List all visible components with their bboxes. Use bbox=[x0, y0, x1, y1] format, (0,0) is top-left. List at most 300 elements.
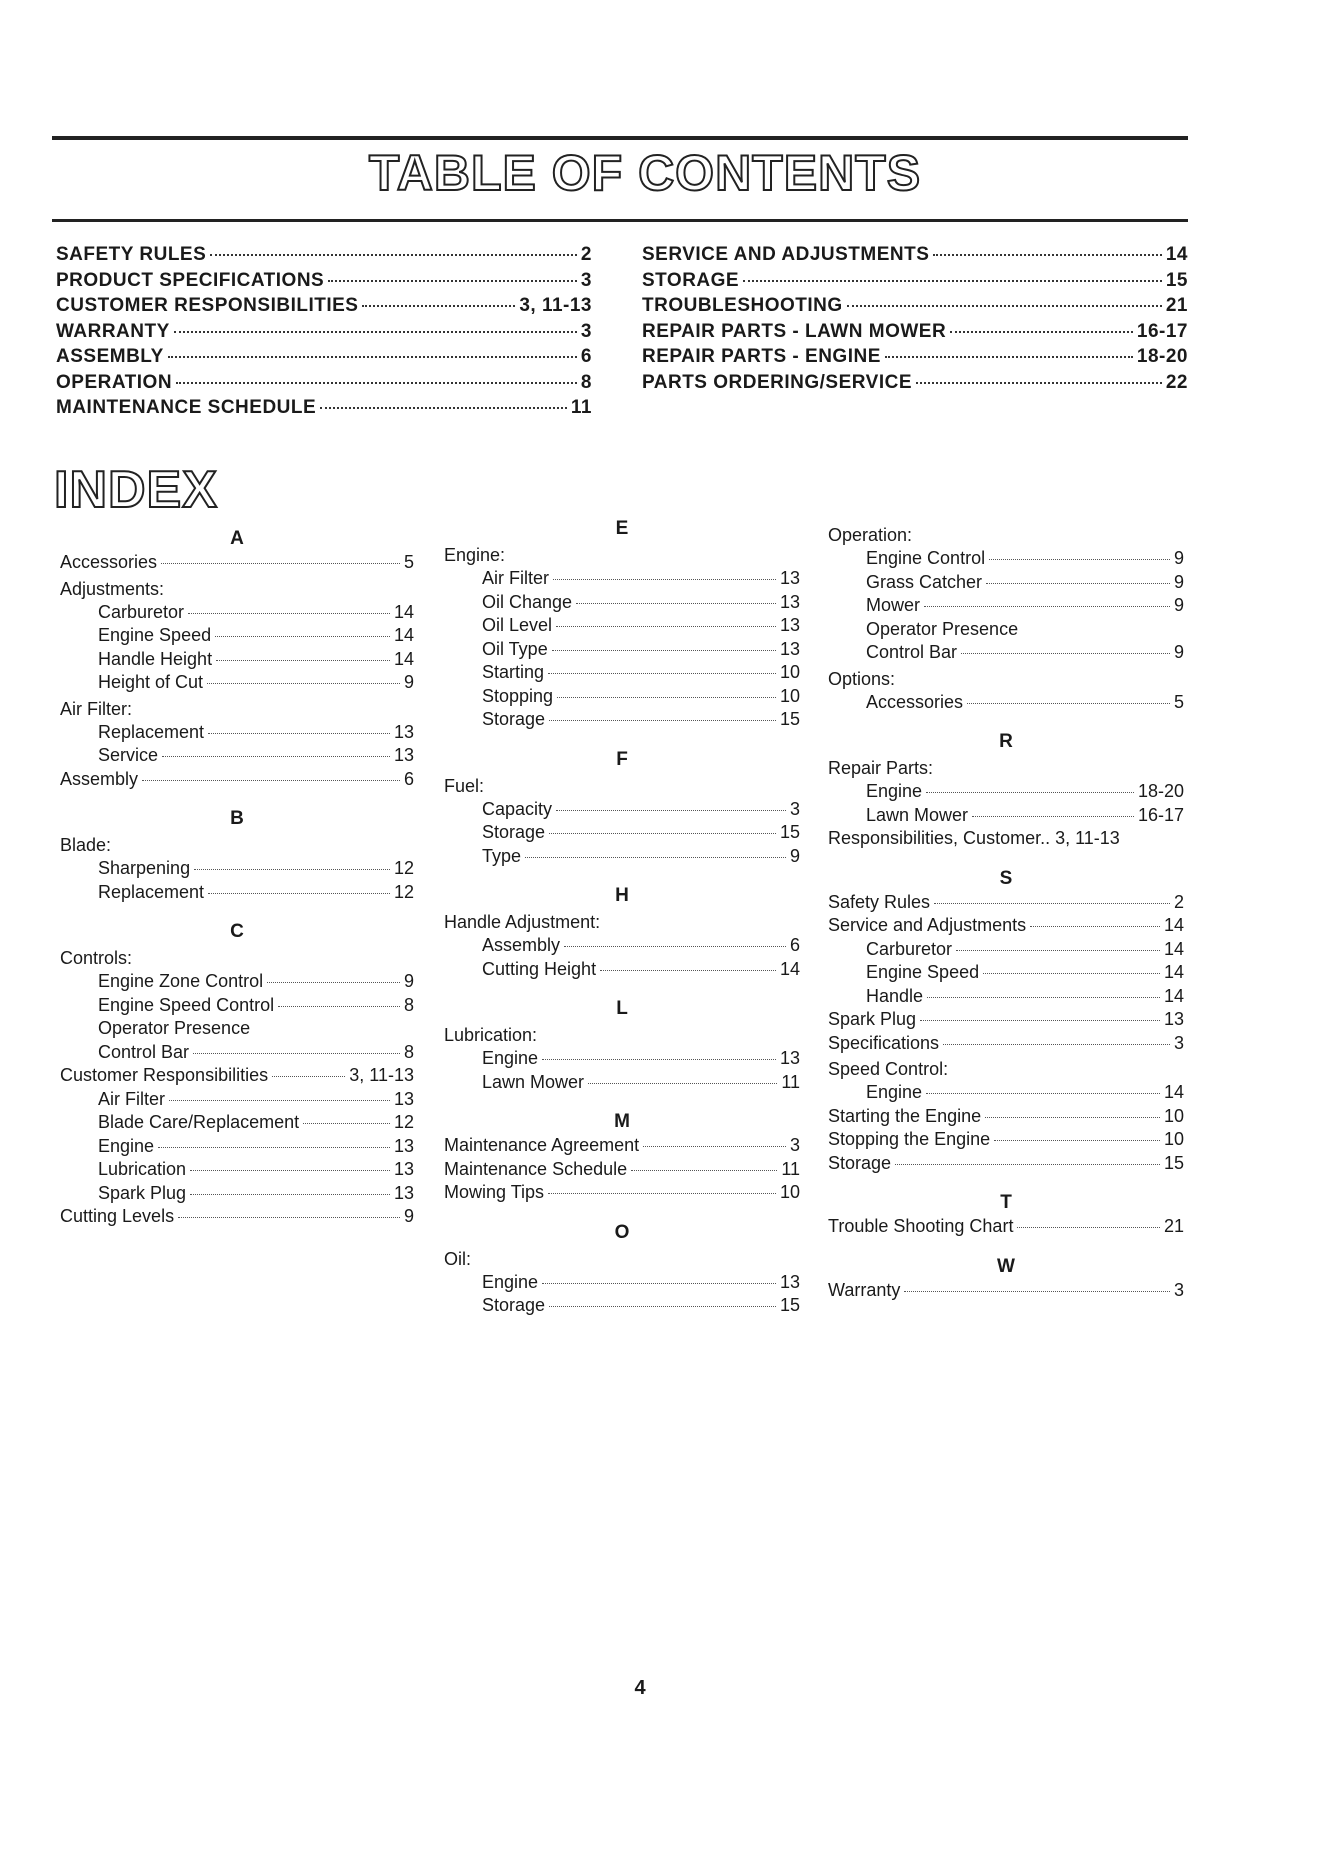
index-subentry bbox=[828, 986, 1184, 1010]
index-term: Safety Rules bbox=[828, 891, 931, 912]
index-page: 8 bbox=[403, 1041, 414, 1062]
index-subentry bbox=[828, 962, 1184, 986]
index-term: Engine Speed Control bbox=[98, 994, 275, 1015]
index-term: Maintenance Schedule bbox=[444, 1158, 628, 1179]
index-term: Grass Catcher bbox=[866, 571, 983, 592]
index-subentry bbox=[60, 649, 414, 673]
index-letter: E bbox=[615, 518, 629, 539]
toc-right-column bbox=[642, 244, 1188, 397]
dot-leader bbox=[961, 653, 1170, 654]
index-term: Mower bbox=[866, 595, 921, 615]
index-page: 14 bbox=[393, 601, 414, 622]
dot-leader bbox=[956, 950, 1160, 951]
spacer bbox=[828, 1240, 1184, 1254]
index-subentry bbox=[828, 548, 1184, 572]
index-subentry bbox=[828, 642, 1184, 666]
index-subentry bbox=[60, 858, 414, 882]
toc-row bbox=[642, 346, 1188, 372]
index-term: Spark Plug bbox=[98, 1182, 187, 1203]
index-term: Engine Speed bbox=[866, 962, 980, 982]
toc-label: REPAIR PARTS - LAWN MOWER bbox=[642, 320, 947, 342]
index-term: Storage bbox=[482, 1295, 546, 1315]
index-page: 12 bbox=[393, 858, 414, 878]
index-page: 9 bbox=[403, 971, 414, 991]
dot-leader bbox=[176, 382, 577, 384]
index-heading: Handle Adjustment: bbox=[444, 912, 601, 932]
index-term: Assembly bbox=[482, 935, 561, 955]
index-entry bbox=[444, 1182, 800, 1206]
index-page: 10 bbox=[1163, 1129, 1184, 1149]
index-term: Control Bar bbox=[98, 1041, 190, 1062]
dot-leader bbox=[983, 973, 1160, 974]
index-term: Warranty bbox=[828, 1279, 901, 1300]
dot-leader bbox=[643, 1146, 786, 1147]
dot-leader bbox=[169, 1100, 390, 1101]
page-number: 4 bbox=[634, 1677, 646, 1699]
dot-leader bbox=[916, 382, 1162, 384]
index-term: Service bbox=[98, 745, 159, 765]
index-letter: S bbox=[999, 867, 1013, 889]
index-term: Stopping the Engine bbox=[828, 1129, 991, 1149]
index-entry bbox=[828, 1009, 1184, 1033]
index-entry-text: Responsibilities, Customer.. 3, 11-13 bbox=[828, 828, 1120, 848]
dot-leader bbox=[588, 1083, 777, 1084]
index-subentry bbox=[60, 1112, 414, 1136]
toc-page: 18-20 bbox=[1136, 346, 1188, 367]
dot-leader bbox=[174, 331, 577, 333]
toc-row bbox=[56, 346, 592, 372]
dot-leader bbox=[193, 1053, 400, 1054]
index-subentry bbox=[444, 846, 800, 870]
index-term: Storage bbox=[482, 822, 546, 842]
index-term: Engine bbox=[482, 1048, 539, 1068]
index-page: 15 bbox=[779, 709, 800, 729]
dot-leader bbox=[158, 1147, 390, 1148]
dot-leader bbox=[549, 1306, 776, 1307]
dot-leader bbox=[207, 683, 400, 684]
index-term: Mowing Tips bbox=[444, 1182, 545, 1202]
dot-leader bbox=[194, 869, 390, 870]
index-page: 2 bbox=[1173, 891, 1184, 912]
index-term: Accessories bbox=[60, 552, 158, 572]
toc-label: ASSEMBLY bbox=[56, 346, 164, 367]
dot-leader bbox=[161, 563, 400, 564]
index-term: Stopping bbox=[482, 685, 554, 706]
index-page: 11 bbox=[781, 1158, 800, 1179]
index-page: 13 bbox=[393, 1182, 414, 1203]
index-subentry bbox=[444, 822, 800, 846]
dot-leader bbox=[576, 603, 776, 604]
index-heading: Adjustments: bbox=[60, 578, 165, 599]
index-page: 13 bbox=[393, 1159, 414, 1179]
index-page: 15 bbox=[779, 822, 800, 842]
toc-row bbox=[56, 244, 592, 270]
index-heading: Speed Control: bbox=[828, 1059, 949, 1079]
index-page: 13 bbox=[779, 638, 800, 659]
index-page: 13 bbox=[1163, 1009, 1184, 1029]
index-page: 9 bbox=[1173, 571, 1184, 592]
dot-leader bbox=[525, 857, 786, 858]
dot-leader bbox=[934, 903, 1170, 904]
index-term: Lubrication bbox=[98, 1159, 187, 1179]
dot-leader bbox=[267, 982, 400, 983]
index-heading: Operation: bbox=[828, 525, 913, 545]
index-page: 9 bbox=[789, 845, 800, 866]
index-page: 16-17 bbox=[1137, 804, 1184, 825]
index-page: 13 bbox=[779, 1048, 800, 1068]
index-term: Replacement bbox=[98, 881, 205, 902]
index-page: 3 bbox=[789, 798, 800, 819]
index-heading: Fuel: bbox=[444, 775, 485, 796]
index-term: Air Filter bbox=[98, 1088, 165, 1109]
index-term: Starting the Engine bbox=[828, 1105, 982, 1126]
index-page: 5 bbox=[1173, 691, 1184, 712]
index-page: 14 bbox=[1163, 915, 1184, 935]
index-subentry bbox=[444, 592, 800, 616]
index-letter: W bbox=[997, 1255, 1015, 1277]
index-entry bbox=[60, 552, 414, 576]
dot-leader bbox=[542, 1283, 776, 1284]
toc-page: 22 bbox=[1165, 371, 1188, 393]
dot-leader bbox=[556, 810, 786, 811]
index-page: 14 bbox=[779, 958, 800, 979]
spacer bbox=[828, 1176, 1184, 1190]
index-term: Blade Care/Replacement bbox=[98, 1112, 300, 1132]
index-column-2 bbox=[444, 516, 800, 1319]
dot-leader bbox=[272, 1076, 345, 1077]
toc-label: SERVICE AND ADJUSTMENTS bbox=[642, 244, 930, 265]
dot-leader bbox=[904, 1291, 1170, 1292]
index-page: 14 bbox=[393, 625, 414, 645]
toc-page: 3 bbox=[580, 320, 592, 342]
index-letter: B bbox=[230, 808, 244, 829]
index-term: Oil Type bbox=[482, 638, 548, 659]
dot-leader bbox=[967, 703, 1170, 704]
spacer bbox=[444, 1206, 800, 1220]
index-subentry bbox=[444, 662, 800, 686]
toc-title: TABLE OF CONTENTS bbox=[368, 145, 922, 201]
dot-leader bbox=[188, 613, 390, 614]
index-term: Engine bbox=[866, 1082, 923, 1102]
index-page: 14 bbox=[393, 648, 414, 669]
index-subentry bbox=[444, 1272, 800, 1296]
top-rule bbox=[52, 136, 1188, 140]
index-subentry bbox=[60, 1042, 414, 1066]
index-page: 13 bbox=[779, 591, 800, 612]
dot-leader bbox=[320, 407, 567, 409]
index-letter: L bbox=[616, 998, 628, 1019]
dot-leader bbox=[162, 756, 390, 757]
spacer bbox=[60, 905, 414, 919]
index-term: Maintenance Agreement bbox=[444, 1135, 640, 1155]
index-page: 13 bbox=[393, 745, 414, 765]
index-term: Specifications bbox=[828, 1032, 940, 1053]
index-subentry bbox=[444, 639, 800, 663]
index-term: Engine bbox=[482, 1271, 539, 1292]
dot-leader bbox=[920, 1020, 1160, 1021]
dot-leader bbox=[1030, 926, 1160, 927]
index-subentry bbox=[60, 995, 414, 1019]
spacer bbox=[60, 792, 414, 806]
spacer bbox=[444, 982, 800, 996]
index-letter: T bbox=[1000, 1192, 1012, 1213]
index-subentry bbox=[828, 939, 1184, 963]
dot-leader bbox=[168, 356, 577, 358]
index-entry bbox=[828, 1280, 1184, 1304]
dot-leader bbox=[972, 816, 1134, 817]
index-subentry bbox=[444, 1048, 800, 1072]
dot-leader bbox=[943, 1044, 1170, 1045]
toc-page: 8 bbox=[580, 371, 592, 393]
toc-page: 3 bbox=[580, 269, 592, 291]
index-letter: F bbox=[616, 748, 628, 770]
index-subentry bbox=[60, 722, 414, 746]
index-subentry bbox=[60, 625, 414, 649]
dot-leader bbox=[985, 1117, 1160, 1118]
toc-page: 15 bbox=[1165, 269, 1188, 291]
toc-label: REPAIR PARTS - ENGINE bbox=[642, 346, 881, 367]
index-subentry bbox=[60, 1183, 414, 1207]
index-entry bbox=[828, 1129, 1184, 1153]
index-term: Replacement bbox=[98, 721, 205, 742]
index-term: Service and Adjustments bbox=[828, 915, 1027, 935]
index-term: Height of Cut bbox=[98, 672, 204, 692]
index-entry bbox=[828, 1216, 1184, 1240]
dot-leader bbox=[885, 356, 1133, 358]
toc-page: 16-17 bbox=[1136, 320, 1188, 342]
dot-leader bbox=[1017, 1227, 1160, 1228]
toc-label: PRODUCT SPECIFICATIONS bbox=[56, 269, 325, 291]
index-entry bbox=[828, 1106, 1184, 1130]
toc-page: 6 bbox=[580, 346, 592, 367]
index-subentry bbox=[444, 1072, 800, 1096]
index-subentry bbox=[444, 686, 800, 710]
index-entry bbox=[444, 1159, 800, 1183]
dot-leader bbox=[548, 673, 776, 674]
spacer bbox=[828, 715, 1184, 729]
toc-label: OPERATION bbox=[56, 371, 173, 393]
index-page: 12 bbox=[393, 881, 414, 902]
index-term: Sharpening bbox=[98, 858, 191, 878]
index-page: 3 bbox=[1173, 1279, 1184, 1300]
toc-row bbox=[56, 295, 592, 321]
toc-label: CUSTOMER RESPONSIBILITIES bbox=[56, 295, 359, 316]
spacer bbox=[444, 869, 800, 883]
index-page: 14 bbox=[1163, 938, 1184, 959]
dot-leader bbox=[989, 559, 1170, 560]
index-subentry bbox=[60, 1136, 414, 1160]
index-heading: Controls: bbox=[60, 948, 133, 968]
index-term: Starting bbox=[482, 662, 545, 682]
index-term: Engine Speed bbox=[98, 625, 212, 645]
index-term: Customer Responsibilities bbox=[60, 1065, 269, 1085]
toc-row bbox=[642, 270, 1188, 296]
index-page: 15 bbox=[779, 1295, 800, 1315]
dot-leader bbox=[208, 733, 390, 734]
toc-page: 21 bbox=[1165, 295, 1188, 316]
toc-page: 3, 11-13 bbox=[519, 295, 592, 316]
dot-leader bbox=[549, 833, 776, 834]
dot-leader bbox=[895, 1164, 1160, 1165]
dot-leader bbox=[178, 1217, 400, 1218]
index-entry bbox=[60, 1065, 414, 1089]
index-term: Engine bbox=[98, 1135, 155, 1156]
index-page: 9 bbox=[1173, 642, 1184, 662]
toc-row bbox=[56, 270, 592, 296]
index-page: 3 bbox=[789, 1135, 800, 1155]
index-entry bbox=[828, 1153, 1184, 1177]
index-term: Type bbox=[482, 845, 522, 866]
index-column-3 bbox=[828, 522, 1184, 1303]
index-page: 9 bbox=[403, 1206, 414, 1226]
index-entry bbox=[60, 769, 414, 793]
dot-leader bbox=[553, 579, 776, 580]
toc-row bbox=[642, 295, 1188, 321]
dot-leader bbox=[986, 583, 1170, 584]
index-page: 9 bbox=[403, 672, 414, 692]
index-term: Storage bbox=[828, 1152, 892, 1173]
dot-leader bbox=[190, 1194, 390, 1195]
index-page: 8 bbox=[403, 994, 414, 1015]
index-page: 6 bbox=[403, 768, 414, 789]
toc-label: PARTS ORDERING/SERVICE bbox=[642, 371, 913, 393]
index-term: Engine bbox=[866, 781, 923, 801]
index-letter: A bbox=[230, 528, 244, 549]
index-subentry bbox=[60, 1159, 414, 1183]
index-entry bbox=[828, 915, 1184, 939]
index-entry bbox=[444, 1135, 800, 1159]
index-subentry bbox=[60, 971, 414, 995]
index-entry bbox=[60, 1206, 414, 1230]
index-page: 15 bbox=[1163, 1152, 1184, 1173]
index-term: Capacity bbox=[482, 798, 553, 819]
toc-row bbox=[56, 321, 592, 347]
dot-leader bbox=[847, 305, 1162, 307]
index-subentry bbox=[444, 1295, 800, 1319]
dot-leader bbox=[994, 1140, 1160, 1141]
dot-leader bbox=[328, 280, 577, 282]
index-page: 12 bbox=[393, 1112, 414, 1132]
index-letter: H bbox=[615, 885, 629, 906]
index-page: 13 bbox=[779, 568, 800, 588]
dot-leader bbox=[552, 650, 776, 651]
toc-row bbox=[56, 372, 592, 398]
index-subentry bbox=[60, 882, 414, 906]
dot-leader bbox=[278, 1006, 400, 1007]
index-term: Spark Plug bbox=[828, 1009, 917, 1029]
toc-label: SAFETY RULES bbox=[56, 244, 207, 265]
index-page: 10 bbox=[1163, 1105, 1184, 1126]
dot-leader bbox=[362, 305, 515, 307]
index-page: 21 bbox=[1163, 1216, 1184, 1236]
index-page: 6 bbox=[789, 935, 800, 955]
index-term: Control Bar bbox=[866, 642, 958, 662]
index-term: Assembly bbox=[60, 768, 139, 789]
toc-left-column bbox=[56, 244, 592, 423]
dot-leader bbox=[933, 254, 1161, 256]
dot-leader bbox=[564, 946, 786, 947]
index-subentry bbox=[444, 959, 800, 983]
dot-leader bbox=[190, 1170, 390, 1171]
index-page: 13 bbox=[779, 615, 800, 635]
spacer bbox=[444, 733, 800, 747]
index-term: Oil Level bbox=[482, 615, 553, 635]
index-term: Handle bbox=[866, 985, 924, 1006]
spacer bbox=[828, 852, 1184, 866]
dot-leader bbox=[210, 254, 577, 256]
dot-leader bbox=[926, 792, 1134, 793]
index-page: 10 bbox=[779, 662, 800, 682]
index-page: 10 bbox=[779, 1182, 800, 1202]
index-heading: Blade: bbox=[60, 835, 112, 855]
index-term: Engine Zone Control bbox=[98, 971, 264, 991]
toc-label: WARRANTY bbox=[56, 320, 170, 342]
toc-label: TROUBLESHOOTING bbox=[642, 295, 843, 316]
toc-row bbox=[56, 397, 592, 423]
index-page: 14 bbox=[1163, 962, 1184, 982]
index-subentry bbox=[60, 1089, 414, 1113]
index-term: Handle Height bbox=[98, 648, 213, 669]
index-subentry bbox=[60, 672, 414, 696]
index-page: 3, 11-13 bbox=[349, 1065, 414, 1085]
dot-leader bbox=[303, 1123, 390, 1124]
index-term: Engine Control bbox=[866, 548, 986, 568]
toc-label: MAINTENANCE SCHEDULE bbox=[56, 397, 317, 418]
toc-page: 2 bbox=[580, 244, 592, 265]
toc-row bbox=[642, 372, 1188, 398]
index-term: Cutting Height bbox=[482, 958, 597, 979]
index-page: 13 bbox=[393, 721, 414, 742]
index-subentry bbox=[444, 709, 800, 733]
toc-page: 14 bbox=[1165, 244, 1188, 265]
index-page: 13 bbox=[393, 1088, 414, 1109]
dot-leader bbox=[950, 331, 1133, 333]
dot-leader bbox=[216, 660, 390, 661]
index-term: Carburetor bbox=[98, 601, 185, 622]
dot-leader bbox=[631, 1170, 777, 1171]
toc-row bbox=[642, 244, 1188, 270]
toc-row bbox=[642, 321, 1188, 347]
toc-page: 11 bbox=[570, 397, 592, 418]
index-subentry bbox=[828, 692, 1184, 716]
toc-label: STORAGE bbox=[642, 269, 740, 291]
index-subentry bbox=[444, 568, 800, 592]
index-subentry bbox=[444, 799, 800, 823]
index-entry bbox=[828, 892, 1184, 916]
index-heading: Lubrication: bbox=[444, 1025, 538, 1045]
index-term: Cutting Levels bbox=[60, 1206, 175, 1226]
index-letter: C bbox=[230, 921, 244, 942]
dot-leader bbox=[208, 893, 390, 894]
index-page: 5 bbox=[403, 552, 414, 572]
index-page: 14 bbox=[1163, 985, 1184, 1006]
dot-leader bbox=[556, 626, 776, 627]
index-page: 9 bbox=[1173, 595, 1184, 615]
dot-leader bbox=[924, 606, 1170, 607]
index-subentry bbox=[444, 615, 800, 639]
dot-leader bbox=[542, 1059, 776, 1060]
index-term: Air Filter bbox=[482, 568, 549, 588]
index-subentry bbox=[828, 805, 1184, 829]
index-subentry bbox=[828, 572, 1184, 596]
dot-leader bbox=[557, 697, 776, 698]
title-underline bbox=[52, 219, 1188, 222]
spacer bbox=[444, 1095, 800, 1109]
index-heading: Air Filter: bbox=[60, 698, 132, 719]
index-term: Accessories bbox=[866, 691, 964, 712]
index-page: 13 bbox=[779, 1271, 800, 1292]
index-subentry bbox=[444, 935, 800, 959]
